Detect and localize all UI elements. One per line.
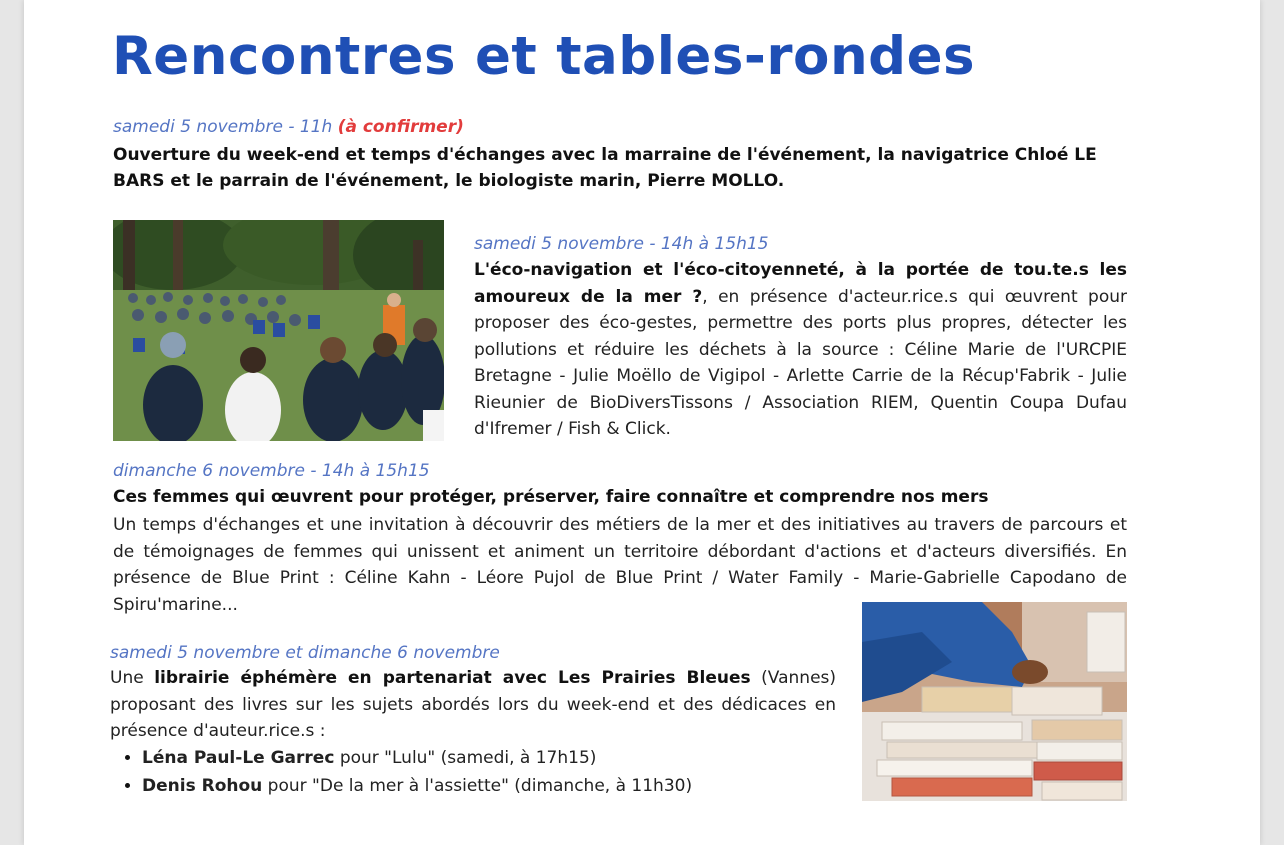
event1-confirm-note: (à confirmer) [337, 117, 464, 137]
document-page [24, 0, 1260, 845]
event4-intro: Une [110, 668, 144, 688]
event4-date: samedi 5 novembre et dimanche 6 novembre [110, 643, 500, 663]
event2-date: samedi 5 novembre - 14h à 15h15 [474, 234, 769, 254]
signing-detail: pour "Lulu" (samedi, à 17h15) [339, 748, 597, 768]
outdoor-debate-image [113, 220, 444, 441]
round-table-photo [113, 220, 444, 441]
event2-heading: L'éco-navigation et l'éco-citoyenneté, à la portée de tou.te.s les amoureux de la mer ? [474, 260, 1127, 307]
event4-bookstore: librairie éphémère en partenariat avec Les Prairies Bleues [154, 668, 751, 688]
event1-date-text: samedi 5 novembre - 11h [113, 117, 333, 137]
event2-details: , en présence d'acteur.rice.s qui œuvrent pour proposer des éco-gestes, permettre des ports plus propres, détecter les pollutions et réduire les déchets à la source : Céline Marie de l'URCPIE Bretagne - Julie Moëllo de Vigipol - Arlette Carrie de la Récup'Fabrik - Julie Rieunier de BioDiversTissons / Association RIEM, Quentin Coupa Dufau d'Ifremer / Fish & Click. [474, 286, 1128, 439]
event4-description [110, 665, 836, 745]
signings-list [120, 744, 692, 800]
bookstore-photo [862, 602, 1127, 801]
page-title: Rencontres et tables-rondes [112, 26, 976, 87]
signing-author: Denis Rohou [142, 776, 263, 796]
event3-description: Un temps d'échanges et une invitation à découvrir des métiers de la mer et des initiatives au travers de parcours et de témoignages de femmes qui unissent et animent un territoire débordant d'actions et d'acteurs diversifiés. En présence de Blue Print : Céline Kahn - Léore Pujol de Blue Print / Water Family - Marie-Gabrielle Capodano de Spiru'marine... [113, 515, 1127, 615]
event3-date: dimanche 6 novembre - 14h à 15h15 [113, 461, 430, 481]
event3-heading: Ces femmes qui œuvrent pour protéger, préserver, faire connaître et comprendre nos mers [113, 487, 989, 507]
list-item [142, 772, 692, 800]
list-item [142, 744, 692, 772]
books-table-image [862, 602, 1127, 801]
event1-date [113, 117, 464, 137]
signing-detail: pour "De la mer à l'assiette" (dimanche, à 11h30) [267, 776, 693, 796]
event2-description [474, 257, 1127, 443]
signing-author: Léna Paul-Le Garrec [142, 748, 335, 768]
event1-description: Ouverture du week-end et temps d'échanges avec la marraine de l'événement, la navigatrice Chloé LE BARS et le parrain de l'événement, le biologiste marin, Pierre MOLLO. [113, 145, 1097, 191]
event4-details: (Vannes) proposant des livres sur les sujets abordés lors du week-end et des dédicaces en présence d'auteur.rice.s : [110, 668, 837, 741]
